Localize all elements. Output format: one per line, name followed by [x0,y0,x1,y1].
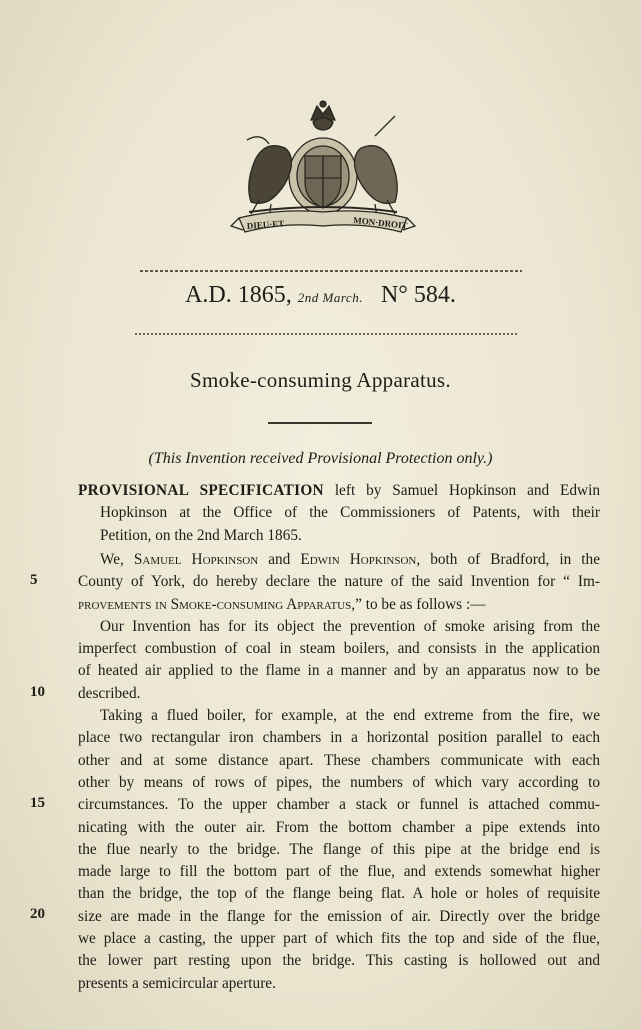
spec-line-2: Hopkinson at the Office of the Commissioners of Patents, with their [100,504,600,522]
royal-coat-of-arms-icon [225,100,421,240]
provisional-note-text: This Invention received Provisional Protection only. [153,450,488,467]
year-label: A.D. 1865, [185,282,298,308]
title-divider [268,422,372,424]
svg-text:DIEU·ET: DIEU·ET [246,218,285,231]
body-line: other and at some distance apart. These chambers communicate with each [78,751,600,769]
body-line: provements in Smoke-consuming Apparatus,” to be as follows :— [78,595,486,613]
spec-line-1: left by Samuel Hopkinson and Edwin [334,482,600,499]
body-line: presents a semicircular aperture. [78,974,276,992]
body-line: circumstances. To the upper chamber a stack or funnel is attached commu- [78,796,600,814]
specification-body [78,549,600,995]
line-number: 20 [30,906,45,922]
body-line: described. [78,684,141,702]
ornamental-rule-bottom [135,333,517,335]
svg-text:MON·DROIT: MON·DROIT [352,215,409,231]
body-line: Our Invention has for its object the prevention of smoke arising from the [100,617,600,635]
body-line: than the bridge, the top of the flange being flat. A hole or holes of requisite [78,885,600,903]
body-line: nicating with the outer air. From the bottom chamber a pipe extends into [78,818,600,836]
body-line: the lower part resting upon the bridge. This casting is hollowed out and [78,952,600,970]
body-line: place two rectangular iron chambers in a horizontal position parallel to each [78,729,600,747]
spec-heading: PROVISIONAL SPECIFICATION [78,482,324,499]
provisional-note: (This Invention received Provisional Protection only.) [148,450,493,467]
document-title: Smoke-consuming Apparatus. [190,368,451,392]
line-number: 10 [30,684,45,700]
body-line: size are made in the flange for the emission of air. Directly over the bridge [78,907,600,925]
body-line: made large to fill the bottom part of the flue, and extends somewhat higher [78,863,600,881]
ornamental-rule-top [140,270,522,272]
patent-number: N° 584. [380,282,456,308]
date-label: 2nd March. [297,290,363,305]
body-line: the flue nearly to the bridge. The flange of this pipe at the bridge end is [78,840,600,858]
body-line: of heated air applied to the flame in a manner and by an apparatus now to be [78,662,600,680]
line-number: 15 [30,795,45,811]
body-line: we place a casting, the upper part of which fits the top and side of the flue, [78,930,600,948]
provisional-specification [78,480,600,547]
body-line: imperfect combustion of coal in steam boilers, and consists in the application [78,640,600,658]
body-line: other by means of rows of pipes, the numbers of which vary according to [78,773,600,791]
line-number: 5 [30,572,38,588]
body-line: Taking a flued boiler, for example, at the end extreme from the fire, we [100,707,600,725]
body-line: We, Samuel Hopkinson and Edwin Hopkinson, both of Bradford, in the [100,551,600,568]
patent-date-number-line [0,282,641,309]
spec-line-3: Petition, on the 2nd March 1865. [100,526,302,544]
body-line: County of York, do hereby declare the nature of the said Invention for “ Im- [78,573,600,591]
